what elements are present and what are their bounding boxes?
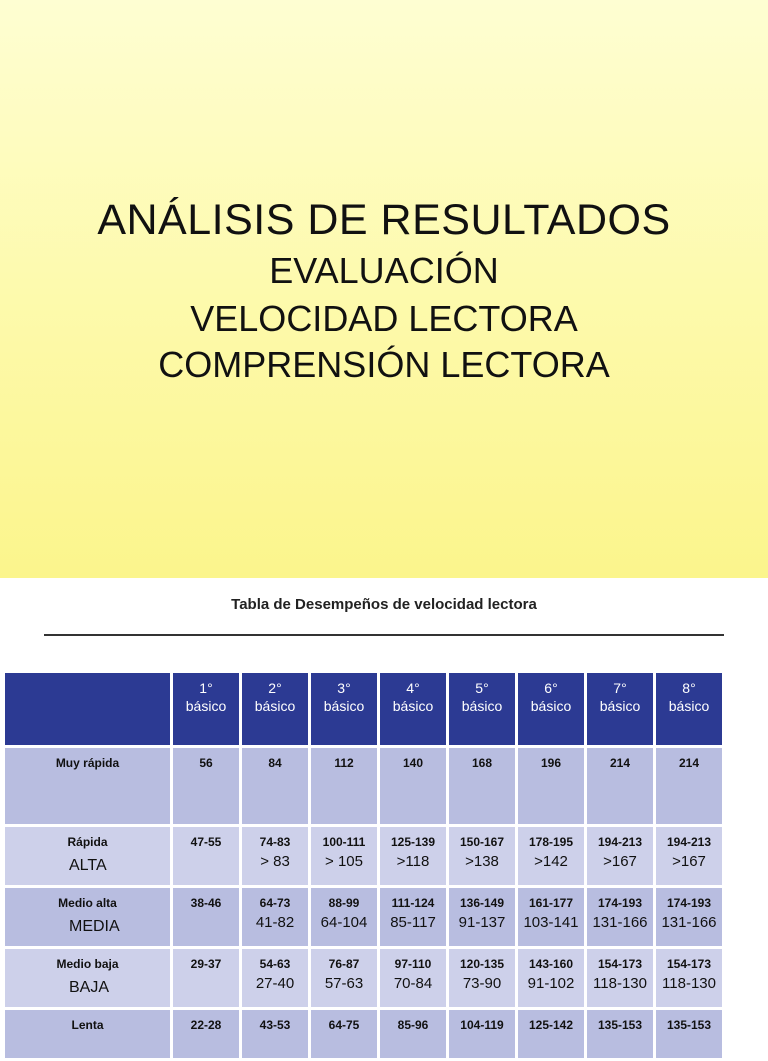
table-cell: 43-53	[242, 1010, 308, 1058]
table-cell: 194-213 >167	[587, 827, 653, 885]
table-cell: 54-63 27-40	[242, 949, 308, 1007]
subtitle-comprension: COMPRENSIÓN LECTORA	[158, 344, 610, 385]
table-title: Tabla de Desempeños de velocidad lectora	[231, 596, 537, 613]
header-corner	[5, 673, 170, 745]
row-label: Lenta	[5, 1010, 170, 1058]
comprension-value: 27-40	[255, 975, 295, 992]
col-header: 3° básico	[311, 673, 377, 745]
table-cell: 194-213 >167	[656, 827, 722, 885]
title-divider	[44, 634, 724, 636]
comprension-value: 41-82	[255, 914, 295, 931]
table-cell: 56	[173, 748, 239, 824]
table-row	[5, 827, 722, 885]
table-cell: 100-111 > 105	[311, 827, 377, 885]
comprension-value: >167	[603, 853, 637, 870]
table-cell: 104-119	[449, 1010, 515, 1058]
table-row	[5, 1010, 722, 1058]
table-cell: 64-73 41-82	[242, 888, 308, 946]
table-row	[5, 949, 722, 1007]
comprension-value: >167	[672, 853, 706, 870]
col-header: 7° básico	[587, 673, 653, 745]
row-label: Medio alta MEDIA	[5, 888, 170, 946]
comprension-value: 118-130	[662, 975, 716, 992]
performance-table	[2, 670, 725, 1061]
table-cell: 125-139 >118	[380, 827, 446, 885]
col-header: 5° básico	[449, 673, 515, 745]
subtitle-evaluacion: EVALUACIÓN	[269, 250, 499, 291]
table-cell: 196	[518, 748, 584, 824]
comprension-level: ALTA	[69, 857, 107, 874]
table-cell: 97-110 70-84	[380, 949, 446, 1007]
comprension-value: 57-63	[324, 975, 364, 992]
col-header: 4° básico	[380, 673, 446, 745]
comprension-value: >138	[465, 853, 499, 870]
table-cell: 125-142	[518, 1010, 584, 1058]
comprension-value: 118-130	[593, 975, 647, 992]
table-cell: 140	[380, 748, 446, 824]
table-cell: 214	[587, 748, 653, 824]
subtitle-velocidad: VELOCIDAD LECTORA	[190, 298, 578, 339]
table-cell: 135-153	[587, 1010, 653, 1058]
table-cell: 47-55	[173, 827, 239, 885]
table-cell: 154-173 118-130	[587, 949, 653, 1007]
table-cell: 161-177 103-141	[518, 888, 584, 946]
col-header: 2° básico	[242, 673, 308, 745]
row-label: Medio baja BAJA	[5, 949, 170, 1007]
row-label: Rápida ALTA	[5, 827, 170, 885]
comprension-value: 103-141	[523, 914, 579, 931]
table-cell: 74-83 > 83	[242, 827, 308, 885]
table-cell: 214	[656, 748, 722, 824]
table-cell: 174-193 131-166	[587, 888, 653, 946]
header-row	[5, 673, 722, 745]
comprension-value: 85-117	[390, 914, 436, 931]
comprension-value: 131-166	[661, 914, 717, 931]
comprension-value: > 83	[260, 853, 290, 870]
table-cell: 84	[242, 748, 308, 824]
table-cell: 154-173 118-130	[656, 949, 722, 1007]
table-cell: 85-96	[380, 1010, 446, 1058]
table-row	[5, 888, 722, 946]
table-cell: 29-37	[173, 949, 239, 1007]
comprension-value: 70-84	[393, 975, 433, 992]
performance-table-area	[0, 578, 768, 1032]
comprension-level: MEDIA	[69, 918, 120, 935]
table-cell: 76-87 57-63	[311, 949, 377, 1007]
table-cell: 22-28	[173, 1010, 239, 1058]
table-cell: 150-167 >138	[449, 827, 515, 885]
comprension-value: 131-166	[592, 914, 648, 931]
comprension-value: >118	[396, 853, 430, 870]
comprension-value: 91-102	[527, 975, 575, 992]
table-cell: 38-46	[173, 888, 239, 946]
table-cell: 64-75	[311, 1010, 377, 1058]
table-cell: 88-99 64-104	[311, 888, 377, 946]
col-header: 6° básico	[518, 673, 584, 745]
table-cell: 120-135 73-90	[449, 949, 515, 1007]
table-cell: 178-195 >142	[518, 827, 584, 885]
col-header: 1° básico	[173, 673, 239, 745]
table-row	[5, 748, 722, 824]
table-cell: 168	[449, 748, 515, 824]
comprension-level: BAJA	[69, 979, 110, 996]
comprension-value: > 105	[325, 853, 363, 870]
table-cell: 135-153	[656, 1010, 722, 1058]
table-cell: 174-193 131-166	[656, 888, 722, 946]
table-cell: 136-149 91-137	[449, 888, 515, 946]
table-cell: 112	[311, 748, 377, 824]
comprension-value: 91-137	[458, 914, 506, 931]
col-header: 8° básico	[656, 673, 722, 745]
comprension-value: >142	[534, 853, 568, 870]
table-cell: 143-160 91-102	[518, 949, 584, 1007]
table-cell: 111-124 85-117	[380, 888, 446, 946]
comprension-value: 64-104	[320, 914, 368, 931]
row-label: Muy rápida	[5, 748, 170, 824]
comprension-value: 73-90	[462, 975, 502, 992]
slide-title: ANÁLISIS DE RESULTADOS	[97, 196, 671, 244]
